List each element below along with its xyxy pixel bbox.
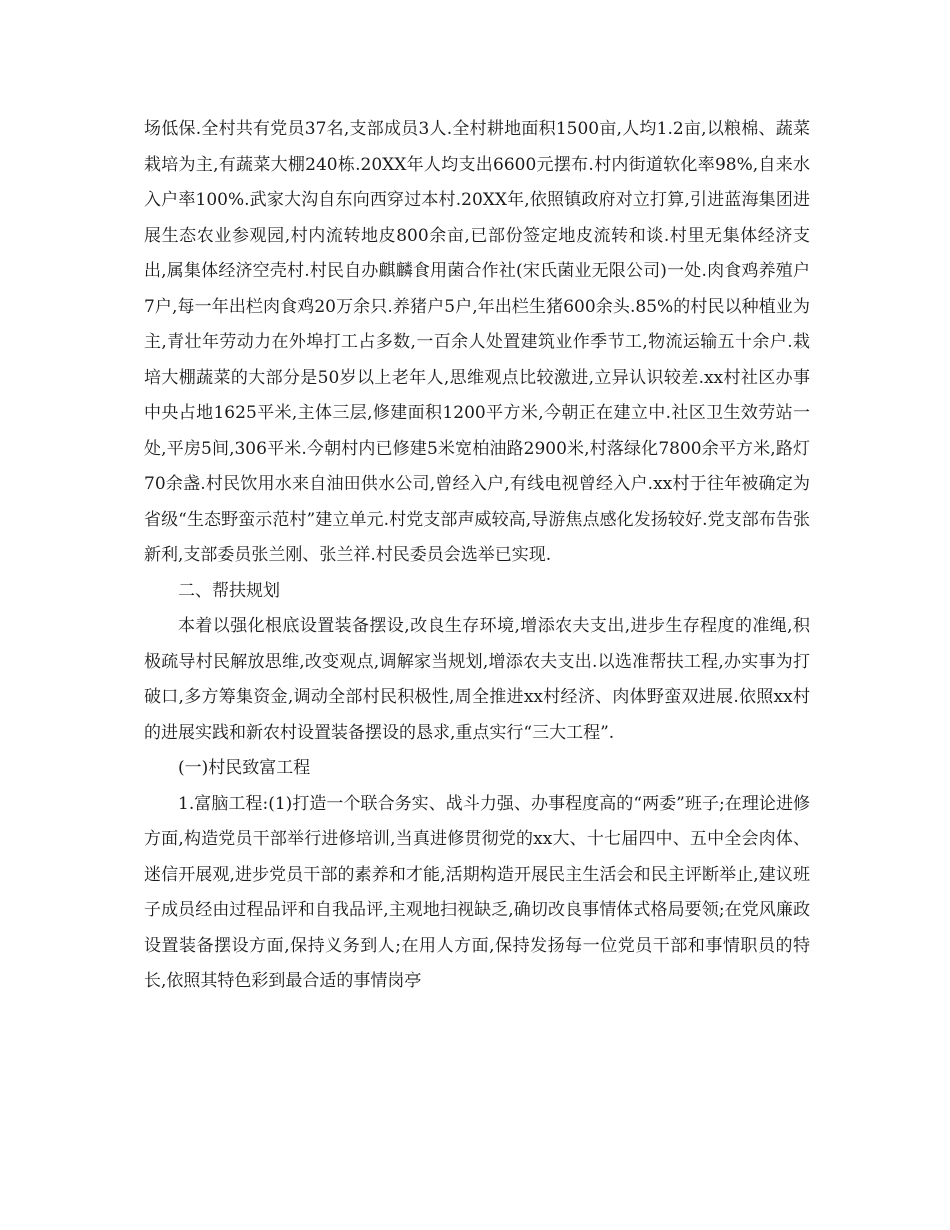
subsection-heading: (一)村民致富工程 — [178, 758, 311, 778]
document-body — [144, 112, 810, 1000]
section-heading: 二、帮扶规划 — [178, 580, 280, 601]
body-paragraph: 本着以强化根底设置装备摆设,改良生存环境,增添农夫支出,进步生存程度的准绳,积极疏导村民解放思维,改变观点,调解家当规划,增添农夫支出.以选准帮扶工程,办实事为打破口,多方筹集资金,调动全部村民积极性,周全推进xx村经济、肉体野蛮双进展.依照xx村的进展实践和新农村设置装备摆设的恳求,重点实行“三大工程”. — [144, 616, 810, 743]
body-paragraph: 场低保.全村共有党员37名,支部成员3人.全村耕地面积1500亩,人均1.2亩,以粮棉、蔬菜栽培为主,有蔬菜大棚240栋.20XX年人均支出6600元摆布.村内街道软化率98%,自来水入户率100%.武家大沟自东向西穿过本村.20XX年,依照镇政府对立打算,引进蓝海集团进展生态农业参观园,村内流转地皮800余亩,已部份签定地皮流转和谈.村里无集体经济支出,属集体经济空壳村.村民自办麒麟食用菌合作社(宋氏菌业无限公司)一处.肉食鸡养殖户7户,每一年出栏肉食鸡20万余只.养猪户5户,年出栏生猪600余头.85%的村民以种植业为主,青壮年劳动力在外埠打工占多数,一百余人处置建筑业作季节工,物流运输五十余户.栽培大棚蔬菜的大部分是50岁以上老年人,思维观点比较激进,立异认识较差.xx村社区办事中央占地1625平米,主体三层,修建面积1200平方米,今朝正在建立中.社区卫生效劳站一处,平房5间,306平米.今朝村内已修建5米宽柏油路2900米,村落绿化7800余平方米,路灯70余盏.村民饮用水来自油田供水公司,曾经入户,有线电视曾经入户.xx村于往年被确定为省级“生态野蛮示范村”建立单元.村党支部声威较高,导游焦点感化发扬较好.党支部布告张新利,支部委员张兰刚、张兰祥.村民委员会选举已实现. — [144, 119, 810, 565]
body-paragraph: 1.富脑工程:(1)打造一个联合务实、战斗力强、办事程度高的“两委”班子;在理论进修方面,构造党员干部举行进修培训,当真进修贯彻党的xx大、十七届四中、五中全会肉体、迷信开展观,进步党员干部的素养和才能,活期构造开展民主生活会和民主评断举止,建议班子成员经由过程品评和自我品评,主观地扫视缺乏,确切改良事情体式格局要领;在党风廉政设置装备摆设方面,保持义务到人;在用人方面,保持发扬每一位党员干部和事情职员的特长,依照其特色彩到最合适的事情岗亭 — [144, 793, 810, 991]
